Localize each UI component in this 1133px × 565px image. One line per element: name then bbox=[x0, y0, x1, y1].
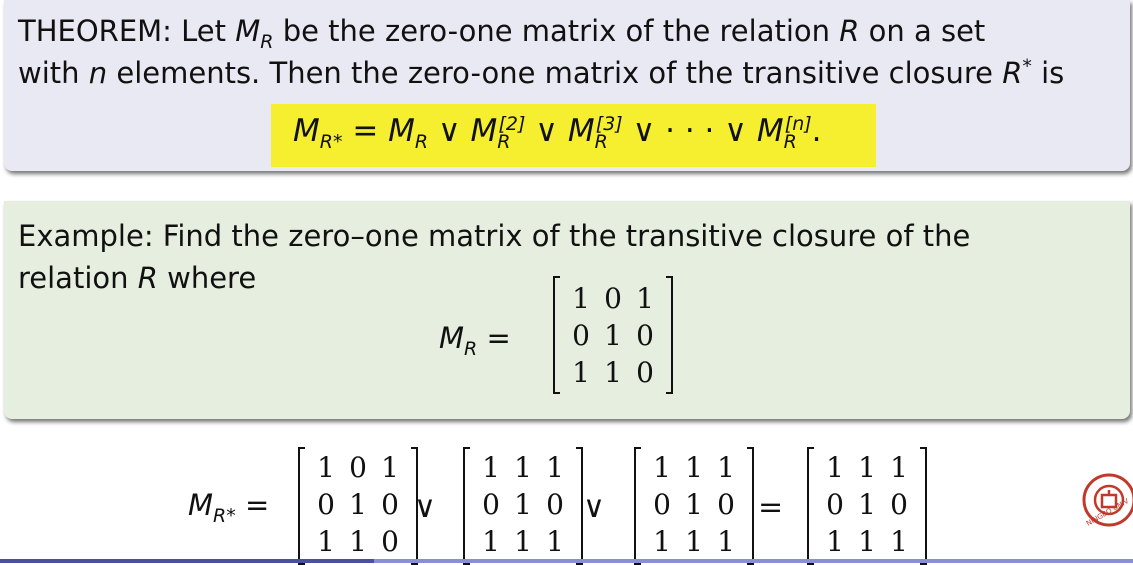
example-text-line-1: Example: Find the zero–one matrix of the transitive closure of the bbox=[18, 219, 971, 253]
theorem-line-1 bbox=[18, 12, 986, 53]
matrix-cell: 0 bbox=[890, 488, 908, 521]
matrix-cell: 1 bbox=[546, 525, 564, 558]
theorem-label: THEOREM: bbox=[18, 14, 172, 48]
theorem-text: elements. Then the zero-one matrix of the transitive closure bbox=[116, 56, 994, 90]
matrix-cell: 1 bbox=[514, 451, 532, 484]
matrix-cell: 0 bbox=[546, 488, 564, 521]
n-symbol: n bbox=[88, 56, 108, 90]
matrix-cell: 1 bbox=[717, 525, 735, 558]
matrix-cell: 0 bbox=[381, 525, 399, 558]
matrix-cell: 1 bbox=[653, 451, 671, 484]
matrix-cell: 1 bbox=[604, 319, 622, 352]
matrix-cell: 0 bbox=[349, 451, 367, 484]
matrix-cell: 1 bbox=[514, 488, 532, 521]
matrix-cell: 0 bbox=[482, 488, 500, 521]
matrix-cell: 0 bbox=[604, 282, 622, 315]
matrix-symbol: $M_R$ bbox=[235, 14, 274, 53]
matrix-cell: 1 bbox=[381, 451, 399, 484]
matrix-cell: 1 bbox=[826, 451, 844, 484]
or-operator: ∨ bbox=[583, 490, 605, 525]
computation-label: $M_{R*}$ = bbox=[188, 488, 270, 527]
example-matrix bbox=[551, 276, 675, 394]
matrix-cell: 1 bbox=[317, 525, 335, 558]
closure-symbol: R* bbox=[1002, 55, 1032, 90]
matrix-cell: 0 bbox=[381, 488, 399, 521]
matrix-m1 bbox=[296, 447, 420, 565]
matrix-cell: 1 bbox=[604, 356, 622, 389]
matrix-cell: 1 bbox=[636, 282, 654, 315]
matrix-cell: 1 bbox=[685, 525, 703, 558]
theorem-text: is bbox=[1041, 56, 1065, 90]
svg-text:NINGBO UNIV: NINGBO UNIV bbox=[1085, 497, 1131, 528]
matrix-cell: 0 bbox=[572, 319, 590, 352]
matrix-cell: 1 bbox=[685, 488, 703, 521]
example-matrix-label: $M_R$ = bbox=[439, 321, 511, 360]
matrix-cell: 1 bbox=[826, 525, 844, 558]
matrix-cell: 1 bbox=[317, 451, 335, 484]
matrix-cell: 0 bbox=[653, 488, 671, 521]
theorem-text: with bbox=[18, 56, 80, 90]
matrix-cell: 0 bbox=[717, 488, 735, 521]
matrix-cell: 1 bbox=[653, 525, 671, 558]
university-seal-icon bbox=[1079, 468, 1133, 528]
matrix-cell: 1 bbox=[858, 525, 876, 558]
theorem-text: on a set bbox=[868, 14, 986, 48]
matrix-cell: 0 bbox=[826, 488, 844, 521]
theorem-text: be the zero-one matrix of the relation bbox=[282, 14, 831, 48]
matrix-cell: 1 bbox=[572, 282, 590, 315]
matrix-cell: 1 bbox=[685, 451, 703, 484]
example-text-line-2: relation R where bbox=[18, 261, 257, 295]
matrix-cell: 1 bbox=[890, 525, 908, 558]
example-block bbox=[4, 201, 1130, 419]
matrix-cell: 1 bbox=[482, 525, 500, 558]
relation-symbol: R bbox=[839, 14, 860, 48]
matrix-cell: 1 bbox=[858, 451, 876, 484]
matrix-cell: 0 bbox=[636, 319, 654, 352]
matrix-cell: 1 bbox=[349, 488, 367, 521]
or-operator: ∨ bbox=[414, 490, 436, 525]
closure-formula: $M_{R*} = M_R$ ∨ $M_R[2]$ ∨ $M_R[3]$ ∨ · · · ∨ $M_R[n]$. bbox=[293, 112, 822, 154]
matrix-cell: 1 bbox=[546, 451, 564, 484]
matrix-m2 bbox=[461, 447, 585, 565]
matrix-cell: 1 bbox=[717, 451, 735, 484]
equals-sign: = bbox=[758, 490, 784, 525]
theorem-text: Let bbox=[181, 14, 227, 48]
theorem-line-2 bbox=[18, 54, 1064, 92]
matrix-cell: 1 bbox=[349, 525, 367, 558]
matrix-cell: 1 bbox=[514, 525, 532, 558]
matrix-cell: 0 bbox=[636, 356, 654, 389]
matrix-cell: 1 bbox=[572, 356, 590, 389]
matrix-result bbox=[805, 447, 929, 565]
matrix-cell: 1 bbox=[482, 451, 500, 484]
footer-progress-bar bbox=[0, 559, 1133, 563]
theorem-block bbox=[4, 0, 1130, 171]
matrix-cell: 1 bbox=[890, 451, 908, 484]
matrix-cell: 1 bbox=[858, 488, 876, 521]
matrix-cell: 0 bbox=[317, 488, 335, 521]
matrix-m3 bbox=[632, 447, 756, 565]
university-logo bbox=[1079, 468, 1133, 532]
